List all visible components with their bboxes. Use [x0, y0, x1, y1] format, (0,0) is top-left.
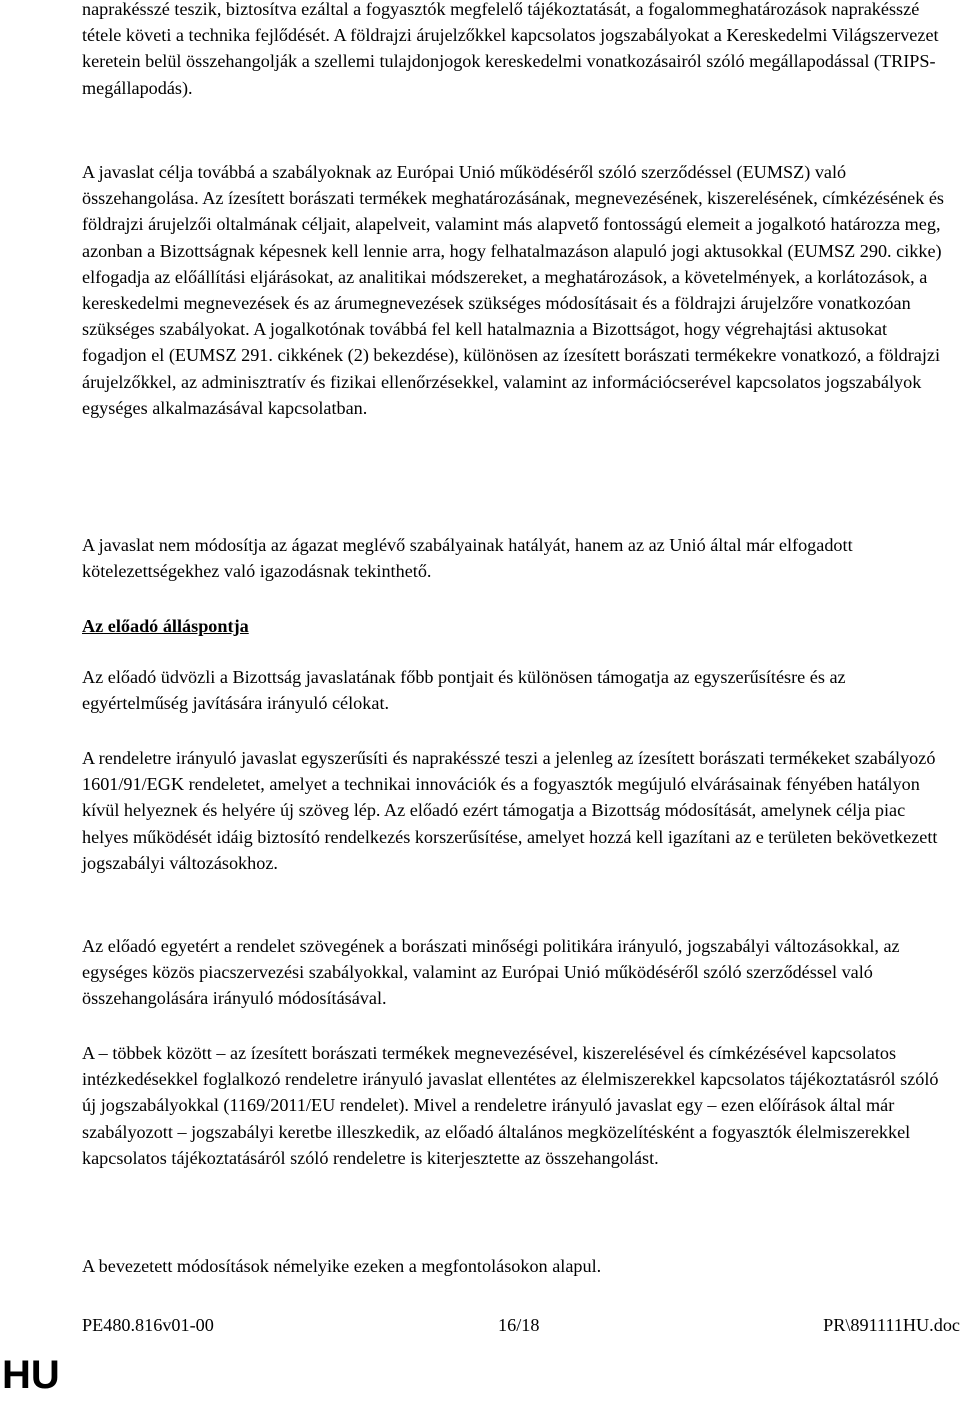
paragraph-4: Az előadó üdvözli a Bizottság javaslatának főbb pontjait és különösen támogatja az egyszerűsítésre és az egyértelműség javítására irányuló célokat.	[82, 667, 846, 714]
language-code: HU	[2, 1353, 60, 1397]
paragraph-6: Az előadó egyetért a rendelet szövegének a borászati minőségi politikára irányuló, jogszabályi változásokkal, az egységes közös piacszervezési szabályokkal, valamint az Európai Unió működéséről szóló szerződéssel való összehangolására irányuló módosításával.	[82, 936, 900, 1009]
paragraph-2: A javaslat célja továbbá a szabályoknak az Európai Unió működéséről szóló szerződéssel (EUMSZ) való összehangolása. Az ízesített borászati termékek meghatározásának, megnevezésének, kiszerelésének, címkézésének és földrajzi árujelzői oltalmának céljait, alapelveit, valamint más alapvető fontosságú elemeit a jogalkotó határozza meg, azonban a Bizottságnak képesnek kell lennie arra, hogy felhatalmazáson alapuló jogi aktusokkal (EUMSZ 290. cikke) elfogadja az előállítási eljárásokat, az analitikai módszereket, a meghatározások, a követelmények, a korlátozások, a kereskedelmi megnevezések és az árumegnevezések szükséges módosításait és a földrajzi árujelzőre vonatkozóan szükséges szabályokat. A jogalkotónak továbbá fel kell hatalmaznia a Bizottságot, hogy végrehajtási aktusokat fogadjon el (EUMSZ 291. cikkének (2) bekezdése), különösen az ízesített borászati termékekre vonatkozó, a földrajzi árujelzőkkel, az adminisztratív és fizikai ellenőrzésekkel, valamint az információcserével kapcsolatos jogszabályok egységes alkalmazásával kapcsolatban.	[82, 162, 944, 418]
page-footer	[82, 1312, 960, 1338]
footer-file-name: PR\891111HU.doc	[823, 1315, 960, 1335]
paragraph-1: naprakésszé teszik, biztosítva ezáltal a fogyasztók megfelelő tájékoztatását, a fogalommeghatározások naprakésszé tétele követi a technika fejlődését. A földrajzi árujelzőkkel kapcsolatos jogszabályokat a Kereskedelmi Világszervezet keretein belül összehangolják a szellemi tulajdonjogok kereskedelmi vonatkozásairól szóló megállapodással (TRIPS-megállapodás).	[82, 0, 939, 98]
paragraph-8: A bevezetett módosítások némelyike ezeken a megfontolásokon alapul.	[82, 1256, 602, 1276]
paragraph-7: A – többek között – az ízesített borászati termékek megnevezésével, kiszerelésével és címkézésével kapcsolatos intézkedésekkel foglalkozó rendeletre irányuló javaslat ellentétes az élelmiszerekkel kapcsolatos tájékoztatásról szóló új jogszabályokkal (1169/2011/EU rendelet). Mivel a rendeletre irányuló javaslat egy – ezen előírások által már szabályozott – jogszabályi keretbe illeszkedik, az előadó általános megközelítésként a fogyasztók élelmiszerekkel kapcsolatos tájékoztatásáról szóló rendeletre is kiterjesztette az összehangolást.	[82, 1043, 939, 1168]
footer-page-number: 16/18	[498, 1315, 540, 1335]
paragraph-5: A rendeletre irányuló javaslat egyszerűsíti és naprakésszé teszi a jelenleg az ízesített borászati termékeket szabályozó 1601/91/EGK rendeletet, amelyet a technikai innovációk és a fogyasztók megújuló elvárásainak fényében hatályon kívül helyeznek és helyére új szöveg lép. Az előadó ezért támogatja a Bizottság módosítását, amelynek célja piac helyes működését idáig biztosító rendelkezés korszerűsítése, amelyet hozzá kell igazítani az e területen bekövetkezett jogszabályi változásokhoz.	[82, 748, 938, 873]
section-heading: Az előadó álláspontja	[82, 616, 249, 636]
paragraph-3: A javaslat nem módosítja az ágazat meglévő szabályainak hatályát, hanem az az Unió által már elfogadott kötelezettségekhez való igazodásnak tekinthető.	[82, 535, 853, 582]
footer-doc-ref: PE480.816v01-00	[82, 1315, 214, 1335]
